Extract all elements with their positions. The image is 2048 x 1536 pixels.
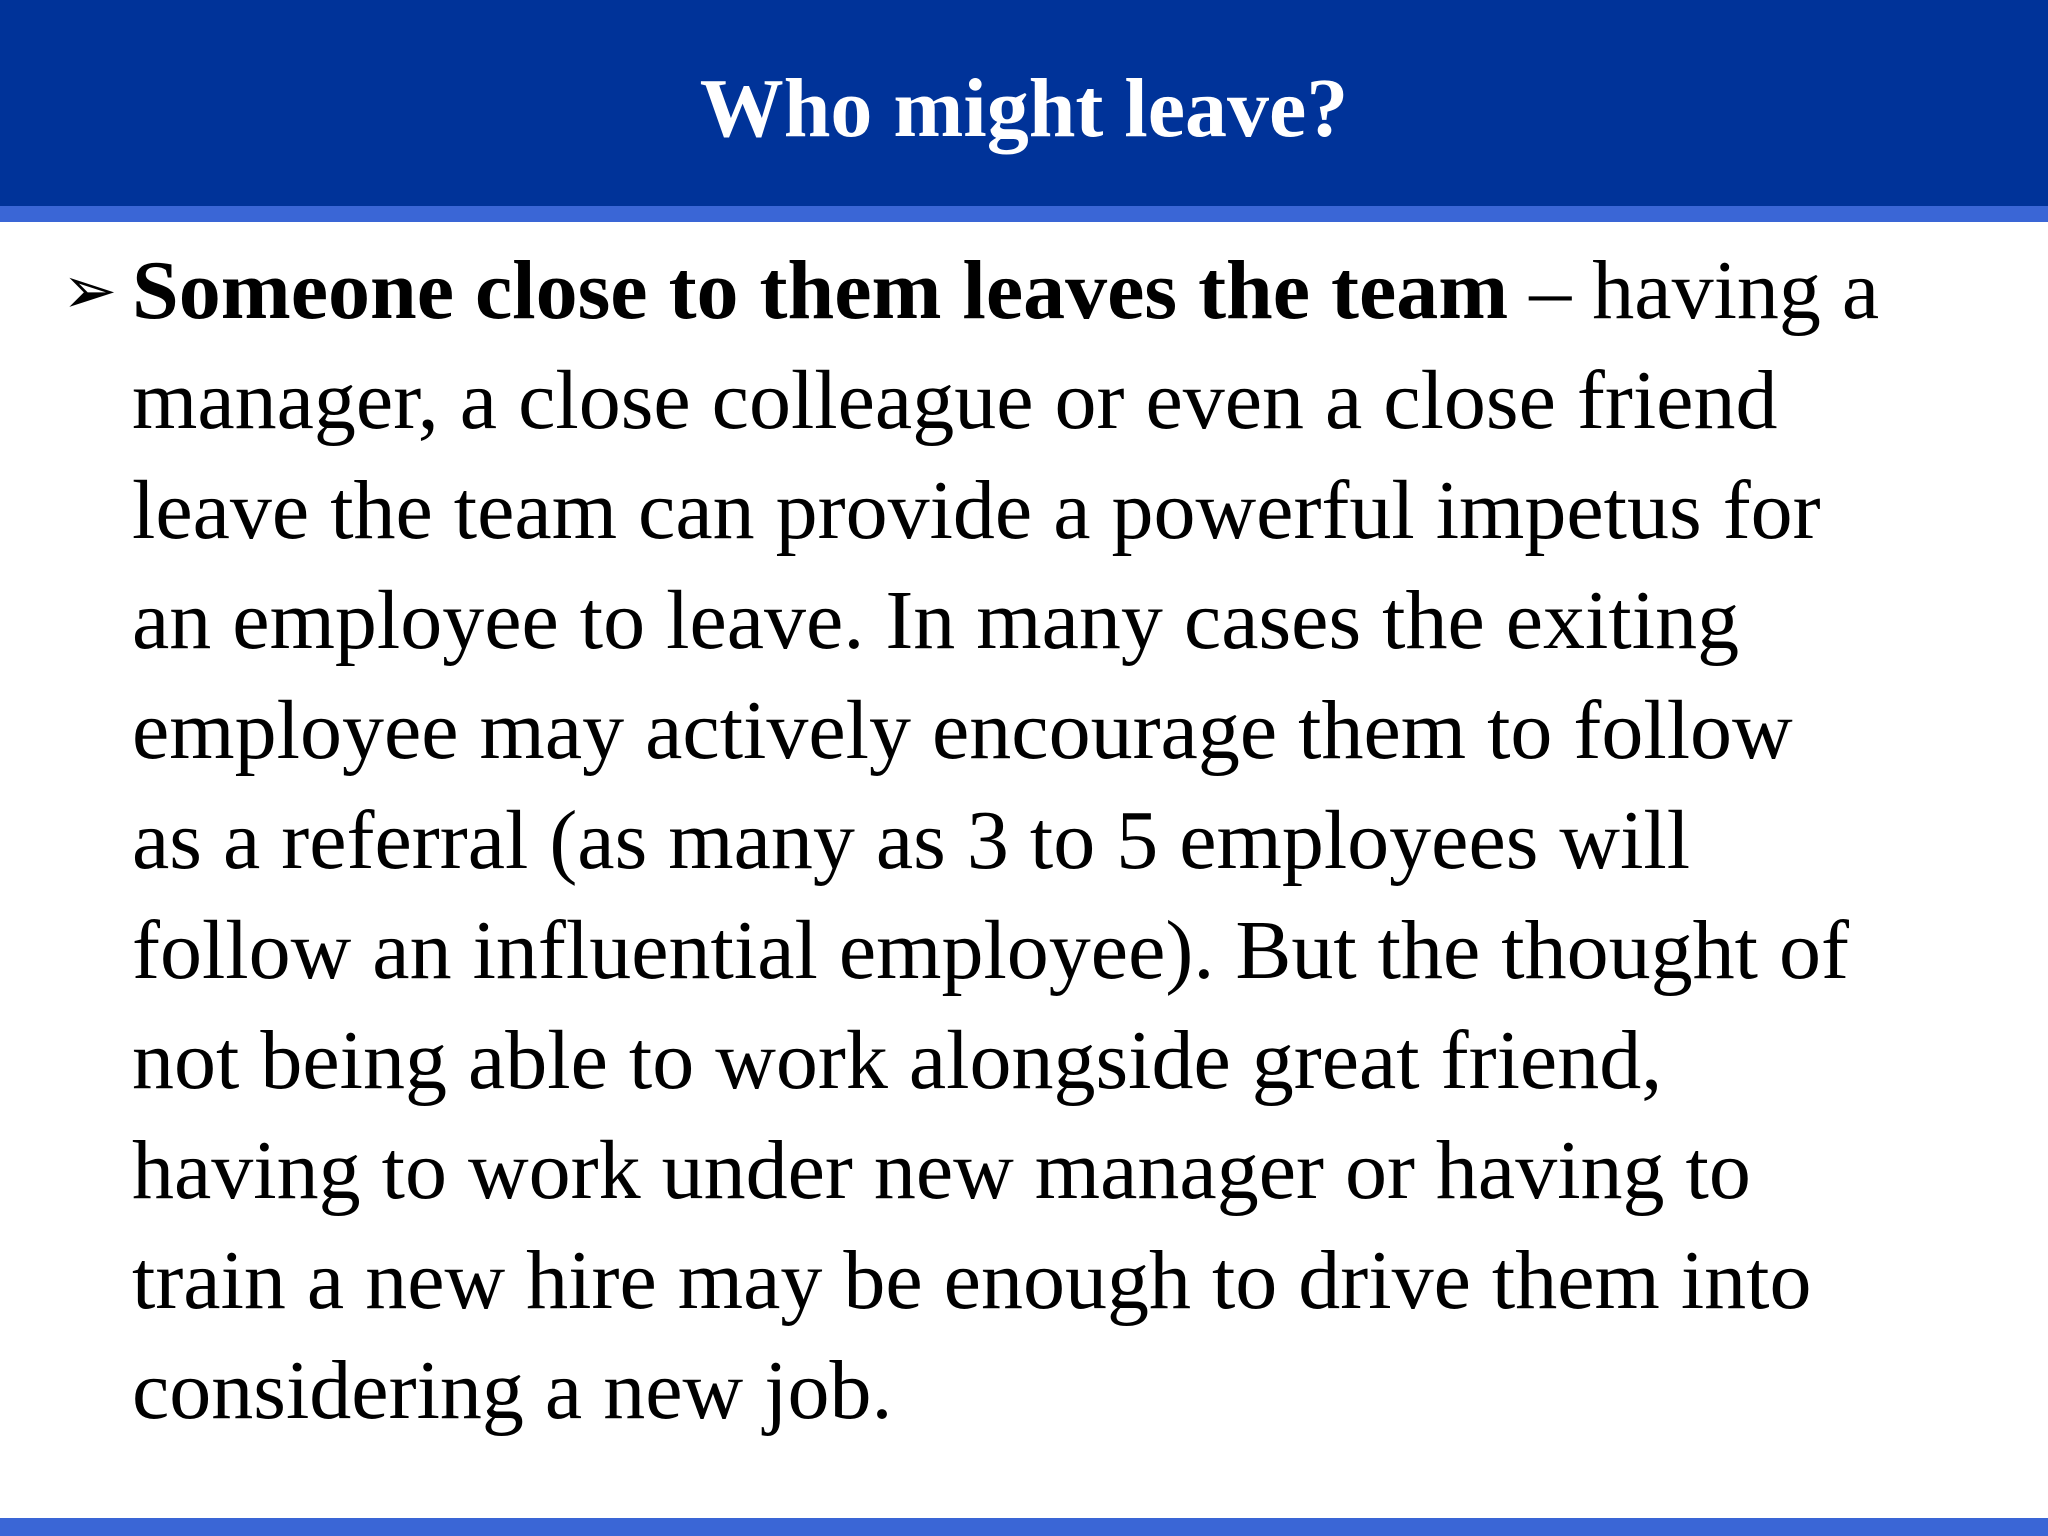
bullet-line: considering a new job. [132, 1344, 893, 1437]
bullet-line: manager, a close colleague or even a close friend [132, 354, 1778, 447]
header-accent-stripe [0, 206, 2048, 222]
bullet-line: as a referral (as many as 3 to 5 employees will [132, 794, 1691, 887]
bullet-paragraph [132, 236, 2032, 1446]
footer-accent-stripe [0, 1518, 2048, 1536]
bullet-lead-text: Someone close to them leaves the team [132, 244, 1509, 337]
bullet-line: not being able to work alongside great friend, [132, 1014, 1663, 1107]
bullet-line: having to work under new manager or having to [132, 1124, 1751, 1217]
slide-title: Who might leave? [699, 61, 1349, 155]
bullet-line: leave the team can provide a powerful impetus for [132, 464, 1821, 557]
bullet-line-text: – having a [1508, 244, 1880, 337]
arrow-bullet-icon: ➢ [62, 252, 118, 329]
bullet-line [132, 236, 2032, 346]
bullet-line: employee may actively encourage them to follow [132, 684, 1793, 777]
bullet-line: an employee to leave. In many cases the exiting [132, 574, 1740, 667]
bullet-line: train a new hire may be enough to drive them into [132, 1234, 1812, 1327]
bullet-line: follow an influential employee). But the thought of [132, 904, 1849, 997]
